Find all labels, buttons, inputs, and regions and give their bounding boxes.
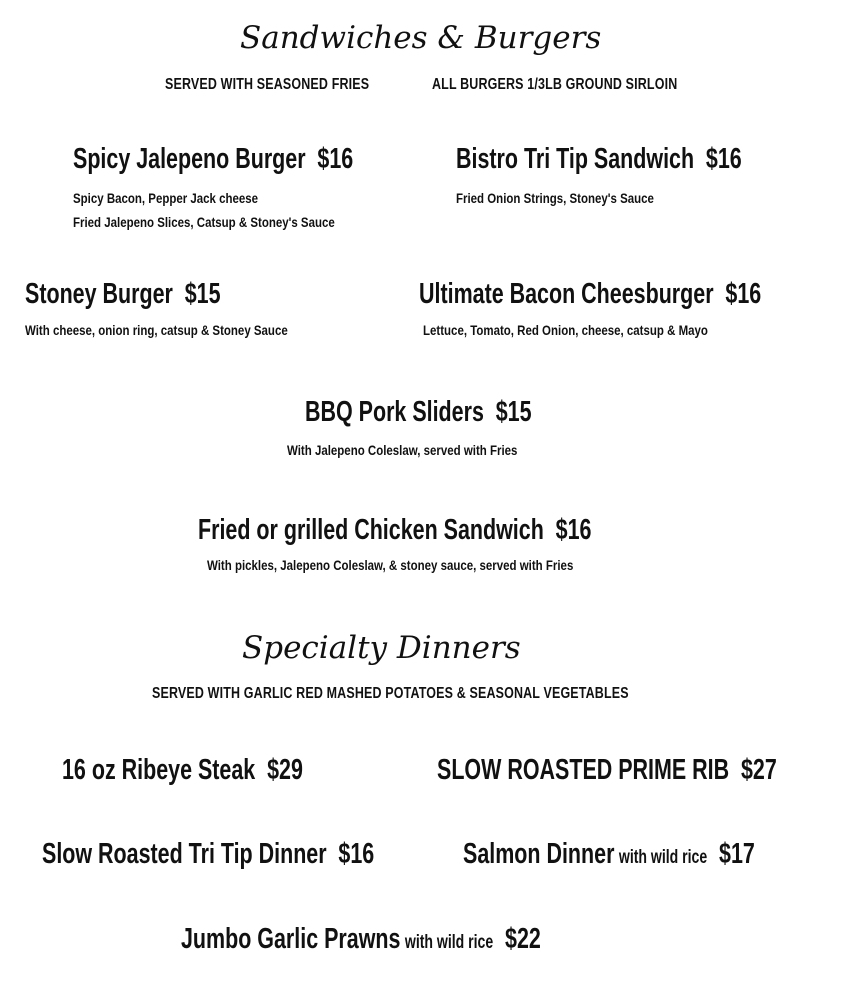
desc-line: Fried Onion Strings, Stoney's Sauce [456, 190, 654, 206]
item-name: Stoney Burger [25, 278, 173, 310]
item-name: Spicy Jalepeno Burger [73, 143, 306, 175]
item-price: $16 [705, 143, 742, 175]
burger-note: ALL BURGERS 1/3LB GROUND SIRLOIN [432, 76, 678, 93]
item-name: Fried or grilled Chicken Sandwich [198, 514, 544, 546]
served-with-potatoes: SERVED WITH GARLIC RED MASHED POTATOES & SEASONAL VEGETABLES [152, 685, 629, 702]
menu-item-stoney-burger [25, 278, 221, 311]
item-description [423, 318, 708, 342]
menu-item-tri-tip-dinner [42, 838, 374, 871]
item-name: Bistro Tri Tip Sandwich [456, 143, 695, 175]
desc-line: Lettuce, Tomato, Red Onion, cheese, catsup & Mayo [423, 322, 708, 338]
item-name: Salmon Dinner [463, 838, 615, 870]
item-description [73, 186, 335, 234]
menu-item-bistro-tri-tip [456, 143, 742, 176]
menu-item-chicken-sandwich [198, 514, 591, 547]
item-price: $22 [505, 923, 541, 955]
desc-line: With Jalepeno Coleslaw, served with Fries [287, 442, 518, 458]
item-price: $15 [184, 278, 221, 310]
section-title-sandwiches: Sandwiches & Burgers [240, 20, 602, 56]
menu-item-salmon-dinner [463, 838, 755, 871]
menu-item-bbq-pork-sliders [305, 396, 532, 429]
item-price: $29 [267, 754, 303, 786]
item-description [456, 186, 654, 210]
item-price: $27 [740, 754, 777, 786]
desc-line: Spicy Bacon, Pepper Jack cheese [73, 190, 259, 206]
item-price: $15 [495, 396, 532, 428]
menu-item-prime-rib [437, 754, 777, 787]
item-price: $16 [725, 278, 762, 310]
menu-item-spicy-jalepeno-burger [73, 143, 353, 176]
menu-item-ultimate-bacon-cheesburger [419, 278, 761, 311]
item-name: BBQ Pork Sliders [305, 396, 484, 428]
item-name: 16 oz Ribeye Steak [62, 754, 256, 786]
item-price: $16 [338, 838, 375, 870]
item-description [207, 553, 573, 577]
item-description [287, 438, 517, 462]
section-title-dinners: Specialty Dinners [242, 630, 521, 666]
item-price: $16 [555, 514, 592, 546]
item-name: Ultimate Bacon Cheesburger [419, 278, 714, 310]
menu-item-ribeye-steak [62, 754, 303, 787]
desc-line: Fried Jalepeno Slices, Catsup & Stoney's Sauce [73, 214, 335, 230]
item-name: Jumbo Garlic Prawns [181, 923, 401, 955]
item-note: with wild rice [404, 932, 494, 953]
menu-item-garlic-prawns [181, 923, 541, 956]
desc-line: With cheese, onion ring, catsup & Stoney Sauce [25, 322, 288, 338]
item-name: SLOW ROASTED PRIME RIB [437, 754, 730, 786]
item-price: $17 [719, 838, 755, 870]
served-with-fries: SERVED WITH SEASONED FRIES [165, 76, 370, 93]
item-price: $16 [317, 143, 354, 175]
item-note: with wild rice [618, 847, 708, 868]
desc-line: With pickles, Jalepeno Coleslaw, & stoney sauce, served with Fries [207, 557, 574, 573]
item-description [25, 318, 288, 342]
item-name: Slow Roasted Tri Tip Dinner [42, 838, 327, 870]
